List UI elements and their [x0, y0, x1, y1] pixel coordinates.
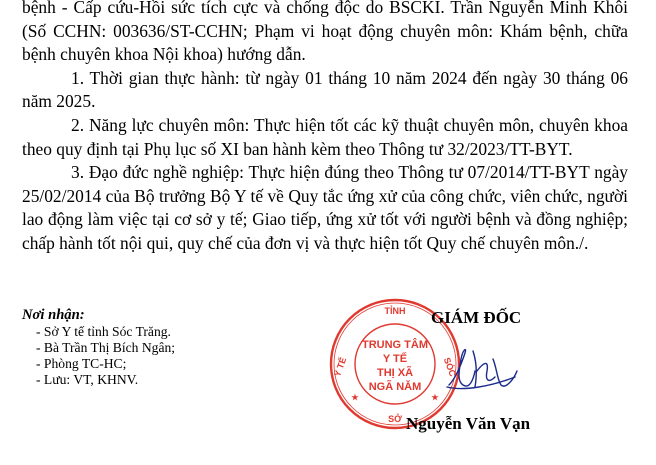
paragraph-competence: 2. Năng lực chuyên môn: Thực hiện tốt các kỹ thuật chuyên môn, chuyên khoa theo quy định tại Phụ lục số XI ban hành kèm theo Thông tư 32/2023/TT-BYT. — [22, 114, 628, 159]
stamp-ring-left: Y TẾ — [332, 355, 349, 379]
stamp-line-3: THỊ XÃ — [376, 367, 414, 379]
recipient-item: - Phòng TC-HC; — [36, 356, 127, 371]
body-paragraphs — [22, 0, 628, 256]
paragraph-ethics: 3. Đạo đức nghề nghiệp: Thực hiện đúng theo Thông tư 07/2014/TT-BYT ngày 25/02/2014 của Bộ trưởng Bộ Y tế về Quy tắc ứng xử của công chức, viên chức, người lao động làm việc tại cơ sở y tế; Giao tiếp, ứng xử tốt với người bệnh và đồng nghiệp; chấp hành tốt nội qui, quy chế của đơn vị và thực hiện tốt Quy chế chuyên môn./. — [22, 162, 628, 253]
recipient-item: - Bà Trần Thị Bích Ngân; — [36, 340, 176, 355]
stamp-line-2: Y TẾ — [382, 353, 408, 365]
stamp-ring-right: SÓC — [441, 356, 458, 378]
paragraph-practice-time: 1. Thời gian thực hành: từ ngày 01 tháng 10 năm 2024 đến ngày 30 tháng 06 năm 2025. — [22, 67, 628, 112]
recipient-item: - Lưu: VT, KHNV. — [36, 372, 139, 387]
signer-position-title: GIÁM ĐỐC — [431, 308, 522, 327]
recipients-title: Nơi nhận: — [22, 307, 85, 323]
recipients-block — [22, 307, 175, 388]
svg-text:★: ★ — [351, 393, 359, 402]
svg-text:★: ★ — [431, 393, 439, 402]
stamp-ring-top: TỈNH — [384, 306, 406, 316]
stamp-line-1: TRUNG TÂM — [362, 339, 428, 351]
stamp-line-4: NGÃ NĂM — [368, 381, 422, 393]
paragraph-continuation: bệnh - Cấp cứu-Hồi sức tích cực và chống độc do BSCKI. Trần Nguyễn Minh Khôi (Số CCHN: 003636/ST-CCHN; Phạm vi hoạt động chuyên môn: Khám bệnh, chữa bệnh chuyên khoa Nội khoa) hướng dẫn. — [22, 0, 628, 65]
handwritten-signature — [443, 341, 523, 397]
recipient-item: - Sở Y tế tỉnh Sóc Trăng. — [36, 324, 171, 339]
stamp-ring-bottom: SỞ — [388, 414, 402, 424]
signer-name: Nguyễn Văn Vạn — [406, 414, 531, 433]
